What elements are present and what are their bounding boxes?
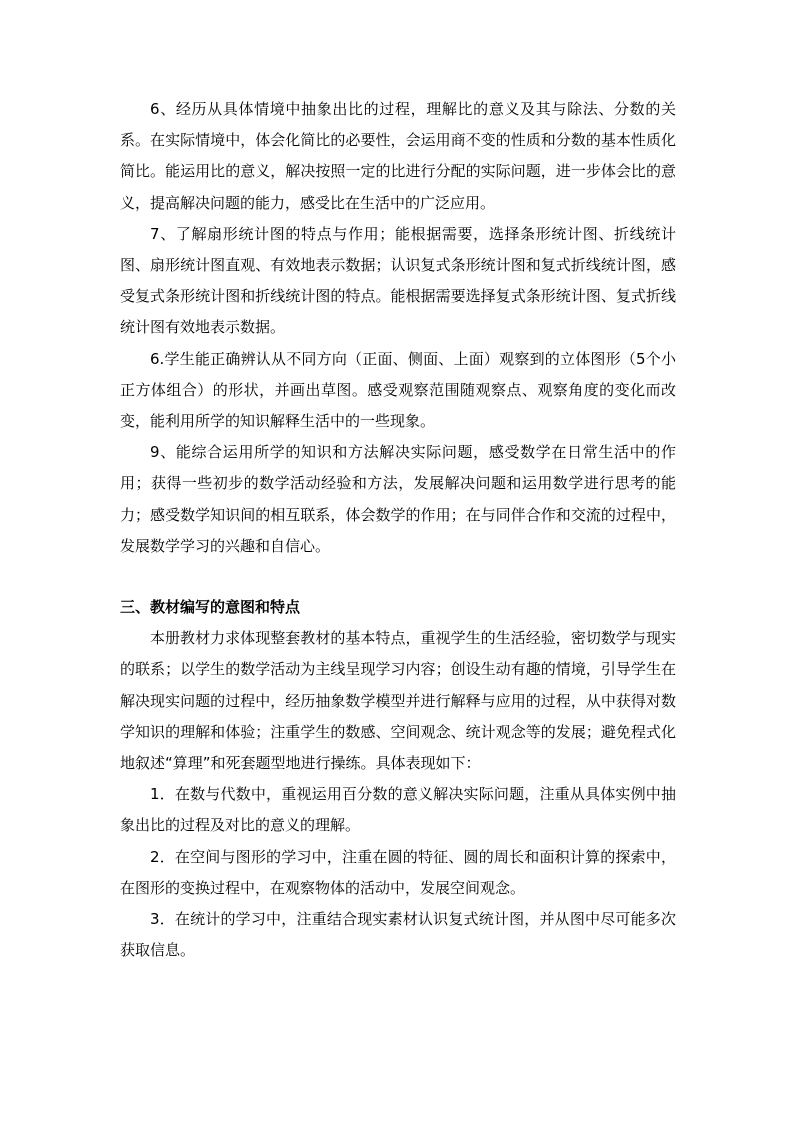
objective-paragraph-8: 6.学生能正确辨认从不同方向（正面、侧面、上面）观察到的立体图形（5个小正方体组合）的形状，并画出草图。感受观察范围随观察点、观察角度的变化而改变，能利用所学的知识解释生活中的一些现象。 — [120, 349, 676, 431]
objective-paragraph-6: 6、经历从具体情境中抽象出比的过程，理解比的意义及其与除法、分数的关系。在实际情境中，体会化简比的必要性，会运用商不变的性质和分数的基本性质化简比。能运用比的意义，解决按照一定的比进行分配的实际问题，进一步体会比的意义，提高解决问题的能力，感受比在生活中的广泛应用。 — [120, 100, 676, 212]
objective-paragraph-9: 9、能综合运用所学的知识和方法解决实际问题，感受数学在日常生活中的作用；获得一些初步的数学活动经验和方法，发展解决问题和运用数学进行思考的能力；感受数学知识间的相互联系，体会数学的作用；在与同伴合作和交流的过程中，发展数学学习的兴趣和自信心。 — [120, 443, 676, 555]
objective-paragraph-7: 7、了解扇形统计图的特点与作用；能根据需要，选择条形统计图、折线统计图、扇形统计图直观、有效地表示数据；认识复式条形统计图和复式折线统计图，感受复式条形统计图和折线统计图的特点。能根据需要选择复式条形统计图、复式折线统计图有效地表示数据。 — [120, 224, 676, 337]
document-page — [120, 94, 676, 966]
intro-paragraph: 本册教材力求体现整套教材的基本特点，重视学生的生活经验，密切数学与现实的联系；以学生的数学活动为主线呈现学习内容；创设生动有趣的情境，引导学生在解决现实问题的过程中，经历抽象数学模型并进行解释与应用的过程，从中获得对数学知识的理解和体验；注重学生的数感、空间观念、统计观念等的发展；避免程式化地叙述“算理”和死套题型地进行操练。具体表现如下： — [120, 629, 676, 773]
feature-paragraph-2: 2．在空间与图形的学习中，注重在圆的特征、圆的周长和面积计算的探索中，在图形的变换过程中，在观察物体的活动中，发展空间观念。 — [120, 847, 676, 897]
feature-paragraph-1: 1．在数与代数中，重视运用百分数的意义解决实际问题，注重从具体实例中抽象出比的过程及对比的意义的理解。 — [120, 785, 676, 835]
section-heading: 三、教材编写的意图和特点 — [120, 598, 301, 617]
feature-paragraph-3: 3．在统计的学习中，注重结合现实素材认识复式统计图，并从图中尽可能多次获取信息。 — [120, 910, 676, 960]
